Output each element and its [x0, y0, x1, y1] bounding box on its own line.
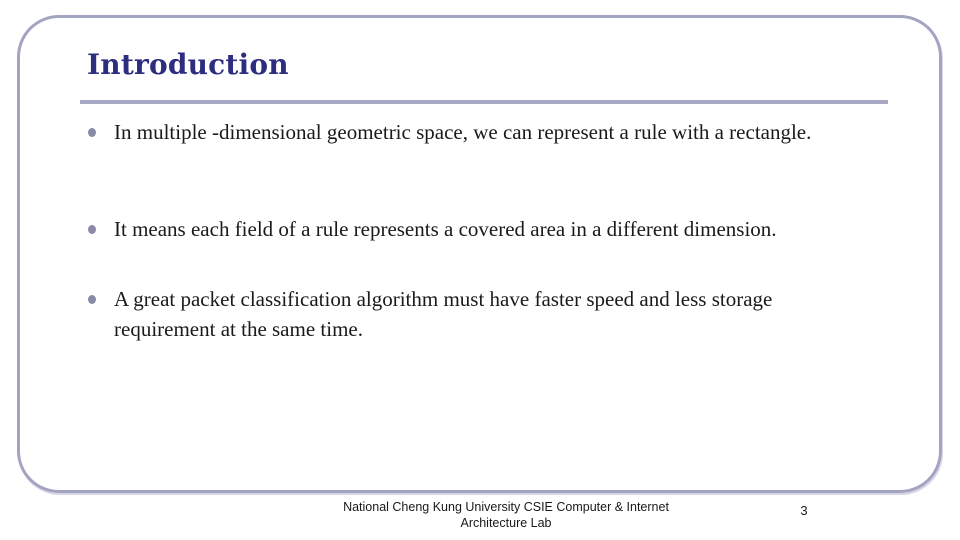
bullet-dot-icon [88, 128, 96, 137]
footer-line-1: National Cheng Kung University CSIE Computer & Internet [343, 500, 669, 514]
slide-footer [300, 499, 712, 531]
slide-title: Introduction [87, 48, 289, 81]
bullet-dot-icon [88, 225, 96, 234]
page-number: 3 [800, 503, 808, 518]
title-underline [80, 100, 888, 104]
bullet-text: A great packet classification algorithm must have faster speed and less storage requirement at the same time. [114, 287, 773, 341]
footer-line-2: Architecture Lab [460, 516, 552, 530]
slide-frame [17, 15, 942, 493]
bullet-text: In multiple -dimensional geometric space, we can represent a rule with a rectangle. [114, 120, 812, 144]
bullet-text: It means each field of a rule represents a covered area in a different dimension. [114, 217, 777, 241]
bullet-dot-icon [88, 295, 96, 304]
